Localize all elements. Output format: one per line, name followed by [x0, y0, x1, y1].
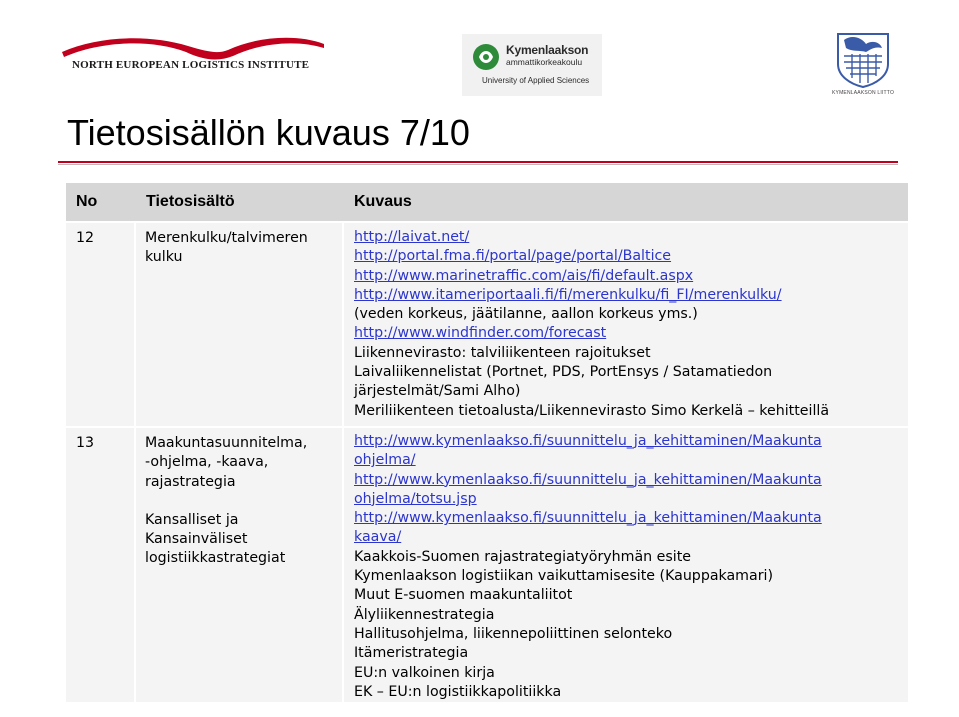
row-13-content [145, 434, 307, 569]
neli-logo [58, 30, 328, 78]
description-link[interactable]: http://www.kymenlaakso.fi/suunnittelu_ja_kehittaminen/Maakunta [354, 433, 822, 449]
row-13-no: 13 [76, 435, 95, 451]
description-link[interactable]: kaava/ [354, 529, 402, 546]
description-link[interactable]: ohjelma/totsu.jsp [354, 490, 477, 507]
description-link[interactable]: http://www.itameriportaali.fi/fi/merenkulku/fi_FI/merenkulku/ [354, 286, 782, 303]
coat-of-arms-icon [830, 30, 896, 88]
content-line: Merenkulku/talvimeren [145, 230, 308, 246]
content-line: logistiikkastrategiat [145, 550, 286, 567]
description-line: Kymenlaakson logistiikan vaikuttamisesite (Kauppakamari) [354, 568, 774, 585]
description-line: EK – EU:n logistiikkapolitiikka [354, 683, 562, 700]
row-13-description [354, 432, 822, 702]
description-line: Liikennevirasto: talviliikenteen rajoitukset [354, 344, 651, 361]
content-table [66, 183, 908, 702]
description-link[interactable]: http://portal.fma.fi/portal/page/portal/Baltice [354, 248, 672, 265]
content-line: -ohjelma, -kaava, [145, 454, 269, 471]
description-line: Muut E-suomen maakuntaliitot [354, 587, 573, 604]
kyamk-logo [462, 34, 602, 96]
description-link[interactable]: http://www.kymenlaakso.fi/suunnittelu_ja_kehittaminen/Maakunta [354, 510, 822, 527]
content-line: rajastrategia [145, 473, 236, 490]
description-line: Älyliikennestrategia [354, 606, 495, 623]
row-12-no-cell [66, 223, 134, 426]
row-13-no-cell [66, 428, 134, 702]
description-line: (veden korkeus, jäätilanne, aallon korkeus yms.) [354, 306, 698, 323]
page-title: Tietosisällön kuvaus 7/10 [67, 112, 470, 153]
row-12-description [354, 228, 829, 421]
content-line: Kansainväliset [145, 531, 248, 548]
description-line: Meriliikenteen tietoalusta/Liikennevirasto Simo Kerkelä – kehitteillä [354, 402, 830, 419]
header-content: Tietosisältö [146, 193, 235, 210]
neli-swoosh-icon [58, 30, 328, 60]
header-no: No [76, 193, 98, 210]
content-spacer [145, 492, 307, 511]
content-line: Maakuntasuunnitelma, [145, 435, 308, 451]
table-header [66, 183, 908, 221]
kyamk-logo-name: Kymenlaakson [506, 43, 589, 57]
description-line: Kaakkois-Suomen rajastrategiatyöryhmän esite [354, 548, 692, 565]
row-13-content-cell [136, 428, 342, 702]
description-line: Hallitusohjelma, liikennepoliittinen selonteko [354, 625, 673, 642]
description-line: EU:n valkoinen kirja [354, 664, 495, 681]
row-12-no: 12 [76, 230, 95, 246]
kyamk-leaf-icon [470, 42, 502, 72]
row-12-content [145, 229, 308, 268]
description-link[interactable]: http://www.marinetraffic.com/ais/fi/default.aspx [354, 267, 694, 284]
row-13-description-cell [344, 428, 908, 702]
description-link[interactable]: http://laivat.net/ [354, 229, 470, 245]
title-divider-gray [58, 164, 898, 165]
description-link[interactable]: ohjelma/ [354, 452, 416, 469]
content-line: Kansalliset ja [145, 511, 239, 528]
title-divider-red [58, 161, 898, 163]
description-line: järjestelmät/Sami Alho) [354, 383, 521, 400]
description-line: Laivaliikennelistat (Portnet, PDS, PortEnsys / Satamatiedon [354, 364, 773, 381]
kyamk-logo-english: University of Applied Sciences [482, 76, 590, 85]
description-line: Itämeristrategia [354, 645, 469, 662]
description-link[interactable]: http://www.windfinder.com/forecast [354, 325, 607, 342]
row-12-description-cell [344, 223, 908, 426]
liitto-logo-text: KYMENLAAKSON LIITTO [832, 90, 895, 96]
header-description: Kuvaus [354, 193, 412, 210]
description-link[interactable]: http://www.kymenlaakso.fi/suunnittelu_ja_kehittaminen/Maakunta [354, 471, 822, 488]
neli-logo-text: NORTH EUROPEAN LOGISTICS INSTITUTE [72, 59, 310, 71]
kymenlaakson-liitto-logo [830, 30, 896, 100]
content-line: kulku [145, 249, 183, 266]
kyamk-logo-sub: ammattikorkeakoulu [506, 57, 583, 67]
row-12-content-cell [136, 223, 342, 426]
